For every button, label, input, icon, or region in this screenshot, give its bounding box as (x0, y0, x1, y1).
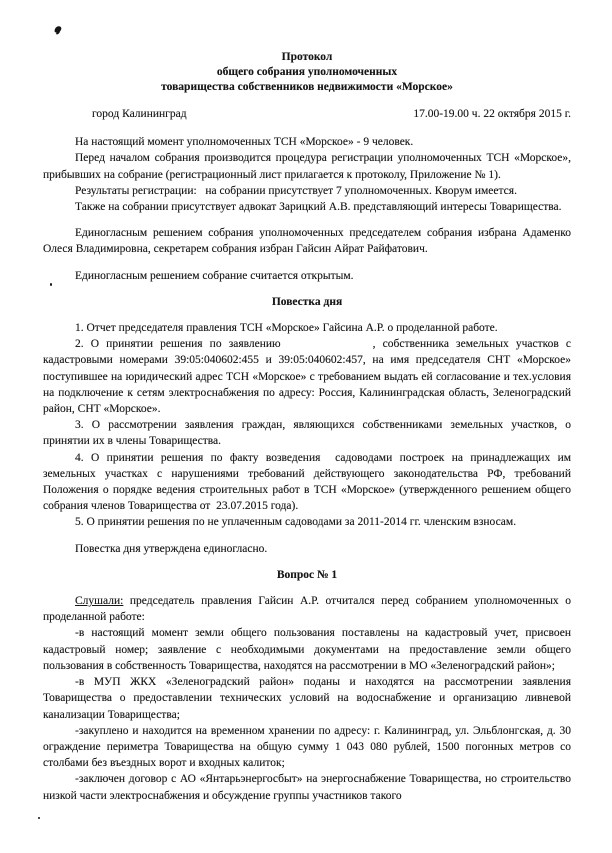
question-1-heading: Вопрос № 1 (276, 568, 338, 581)
paragraph-chair-elected: Единогласным решением собрания уполномоченных председателем собрания избрана Адаменко Олеся Владимировна, секретарем собрания избран Гайсин Айрат Райфатович. (43, 227, 571, 256)
agenda-item-3: 3. О рассмотрении заявления граждан, являющихся собственниками земельных участков, о принятии их в члены Товарищества. (43, 419, 571, 448)
report-point-cadastre: -в настоящий момент земли общего пользования поставлены на кадастровый учет, присвоен кадастровый номер; заявление с необходимыми документами на предоставление земли общего пользования в собственность Товарищества, находятся на рассмотрении в МО «Зеленоградский район»; (43, 627, 571, 672)
paragraph-registration-results: Результаты регистрации: на собрании присутствует 7 уполномоченных. Кворум имеется. (75, 184, 517, 197)
document-title (43, 50, 571, 95)
paragraph-lawyer-present: Также на собрании присутствует адвокат Зарицкий А.В. представляющий интересы Товарищества. (75, 201, 562, 214)
report-point-water-supply: -в МУП ЖКХ «Зеленоградский район» поданы и находятся на рассмотрении заявления Товарищества о предоставлении технических условий на водоснабжение и организацию ливневой канализации Товарищества; (43, 676, 571, 721)
scan-speck (54, 25, 62, 34)
report-point-energy-contract: -заключен договор с АО «Янтарьэнергосбыт» на энергоснабжение Товарищества, но строительство низкой части электроснабжения и обсуждение группы участников такого (43, 773, 571, 802)
paragraph-agenda-approved: Повестка дня утверждена единогласно. (75, 542, 268, 555)
agenda-heading: Повестка дня (271, 295, 343, 308)
meta-row (43, 106, 571, 122)
listened-text: председатель правления Гайсин А.Р. отчитался перед собранием уполномоченных о проделанной работе: (43, 595, 571, 624)
scan-speck (38, 817, 40, 819)
meta-city: город Калининград (92, 108, 187, 120)
title-line-2: общего собрания уполномоченных (216, 66, 398, 78)
agenda-item-4: 4. О принятии решения по факту возведения садоводами построек на принадлежащих им земельных участках с нарушениями требований действующего законодательства РФ, требований Положения о порядке ведения строительных работ в ТСН «Морское» (утвержденного решением общего собрания членов Товарищества от 23.07.2015 года). (43, 451, 571, 513)
paragraph-listened (43, 593, 571, 625)
listened-label: Слушали: (75, 595, 124, 608)
document-content (43, 50, 571, 804)
meta-datetime: 17.00-19.00 ч. 22 октября 2015 г. (413, 108, 571, 120)
paragraph-attendance: На настоящий момент уполномоченных ТСН «Морское» - 9 человек. (75, 136, 414, 149)
title-line-1: Протокол (281, 51, 333, 63)
agenda-item-2 (43, 336, 571, 417)
redacted-name-blank (281, 346, 373, 347)
agenda-item-5: 5. О принятии решения по не уплаченным садоводами за 2011-2014 гг. членским взносам. (75, 516, 517, 529)
paragraph-registration-procedure: Перед началом собрания производится процедура регистрации уполномоченных ТСН «Морское», прибывших на собрание (регистрационный лист прилагается к протоколу, Приложение № 1). (43, 152, 571, 181)
agenda-item-1: 1. Отчет председателя правления ТСН «Морское» Гайсина А.Р. о проделанной работе. (75, 322, 498, 335)
agenda-item-2-text-after-blank: , собственника земельных участков с кадастровыми номерами 39:05:040602:455 и 39:05:040602:457, на имя председателя СНТ «Морское» поступившее на юридический адрес ТСН «Морское» с требованием выдать ей согласование и тех.условия на подключение к сетям электроснабжения по адресу: Россия, Калининградская область, Зеленоградский район, СНТ «Морское». (43, 338, 571, 416)
agenda-item-2-text-before-blank: 2. О принятии решения по заявлению (75, 338, 281, 351)
paragraph-meeting-opened: Единогласным решением собрание считается открытым. (75, 269, 354, 282)
report-point-fencing: -закуплено и находится на временном хранении по адресу: г. Калининград, ул. Эльблонгская, д. 30 ограждение периметра Товарищества на общую сумму 1 043 080 рублей, 1500 погонных метров со столбами без въездных ворот и входных калиток; (43, 724, 571, 770)
title-line-3: товарищества собственников недвижимости «Морское» (161, 81, 453, 93)
